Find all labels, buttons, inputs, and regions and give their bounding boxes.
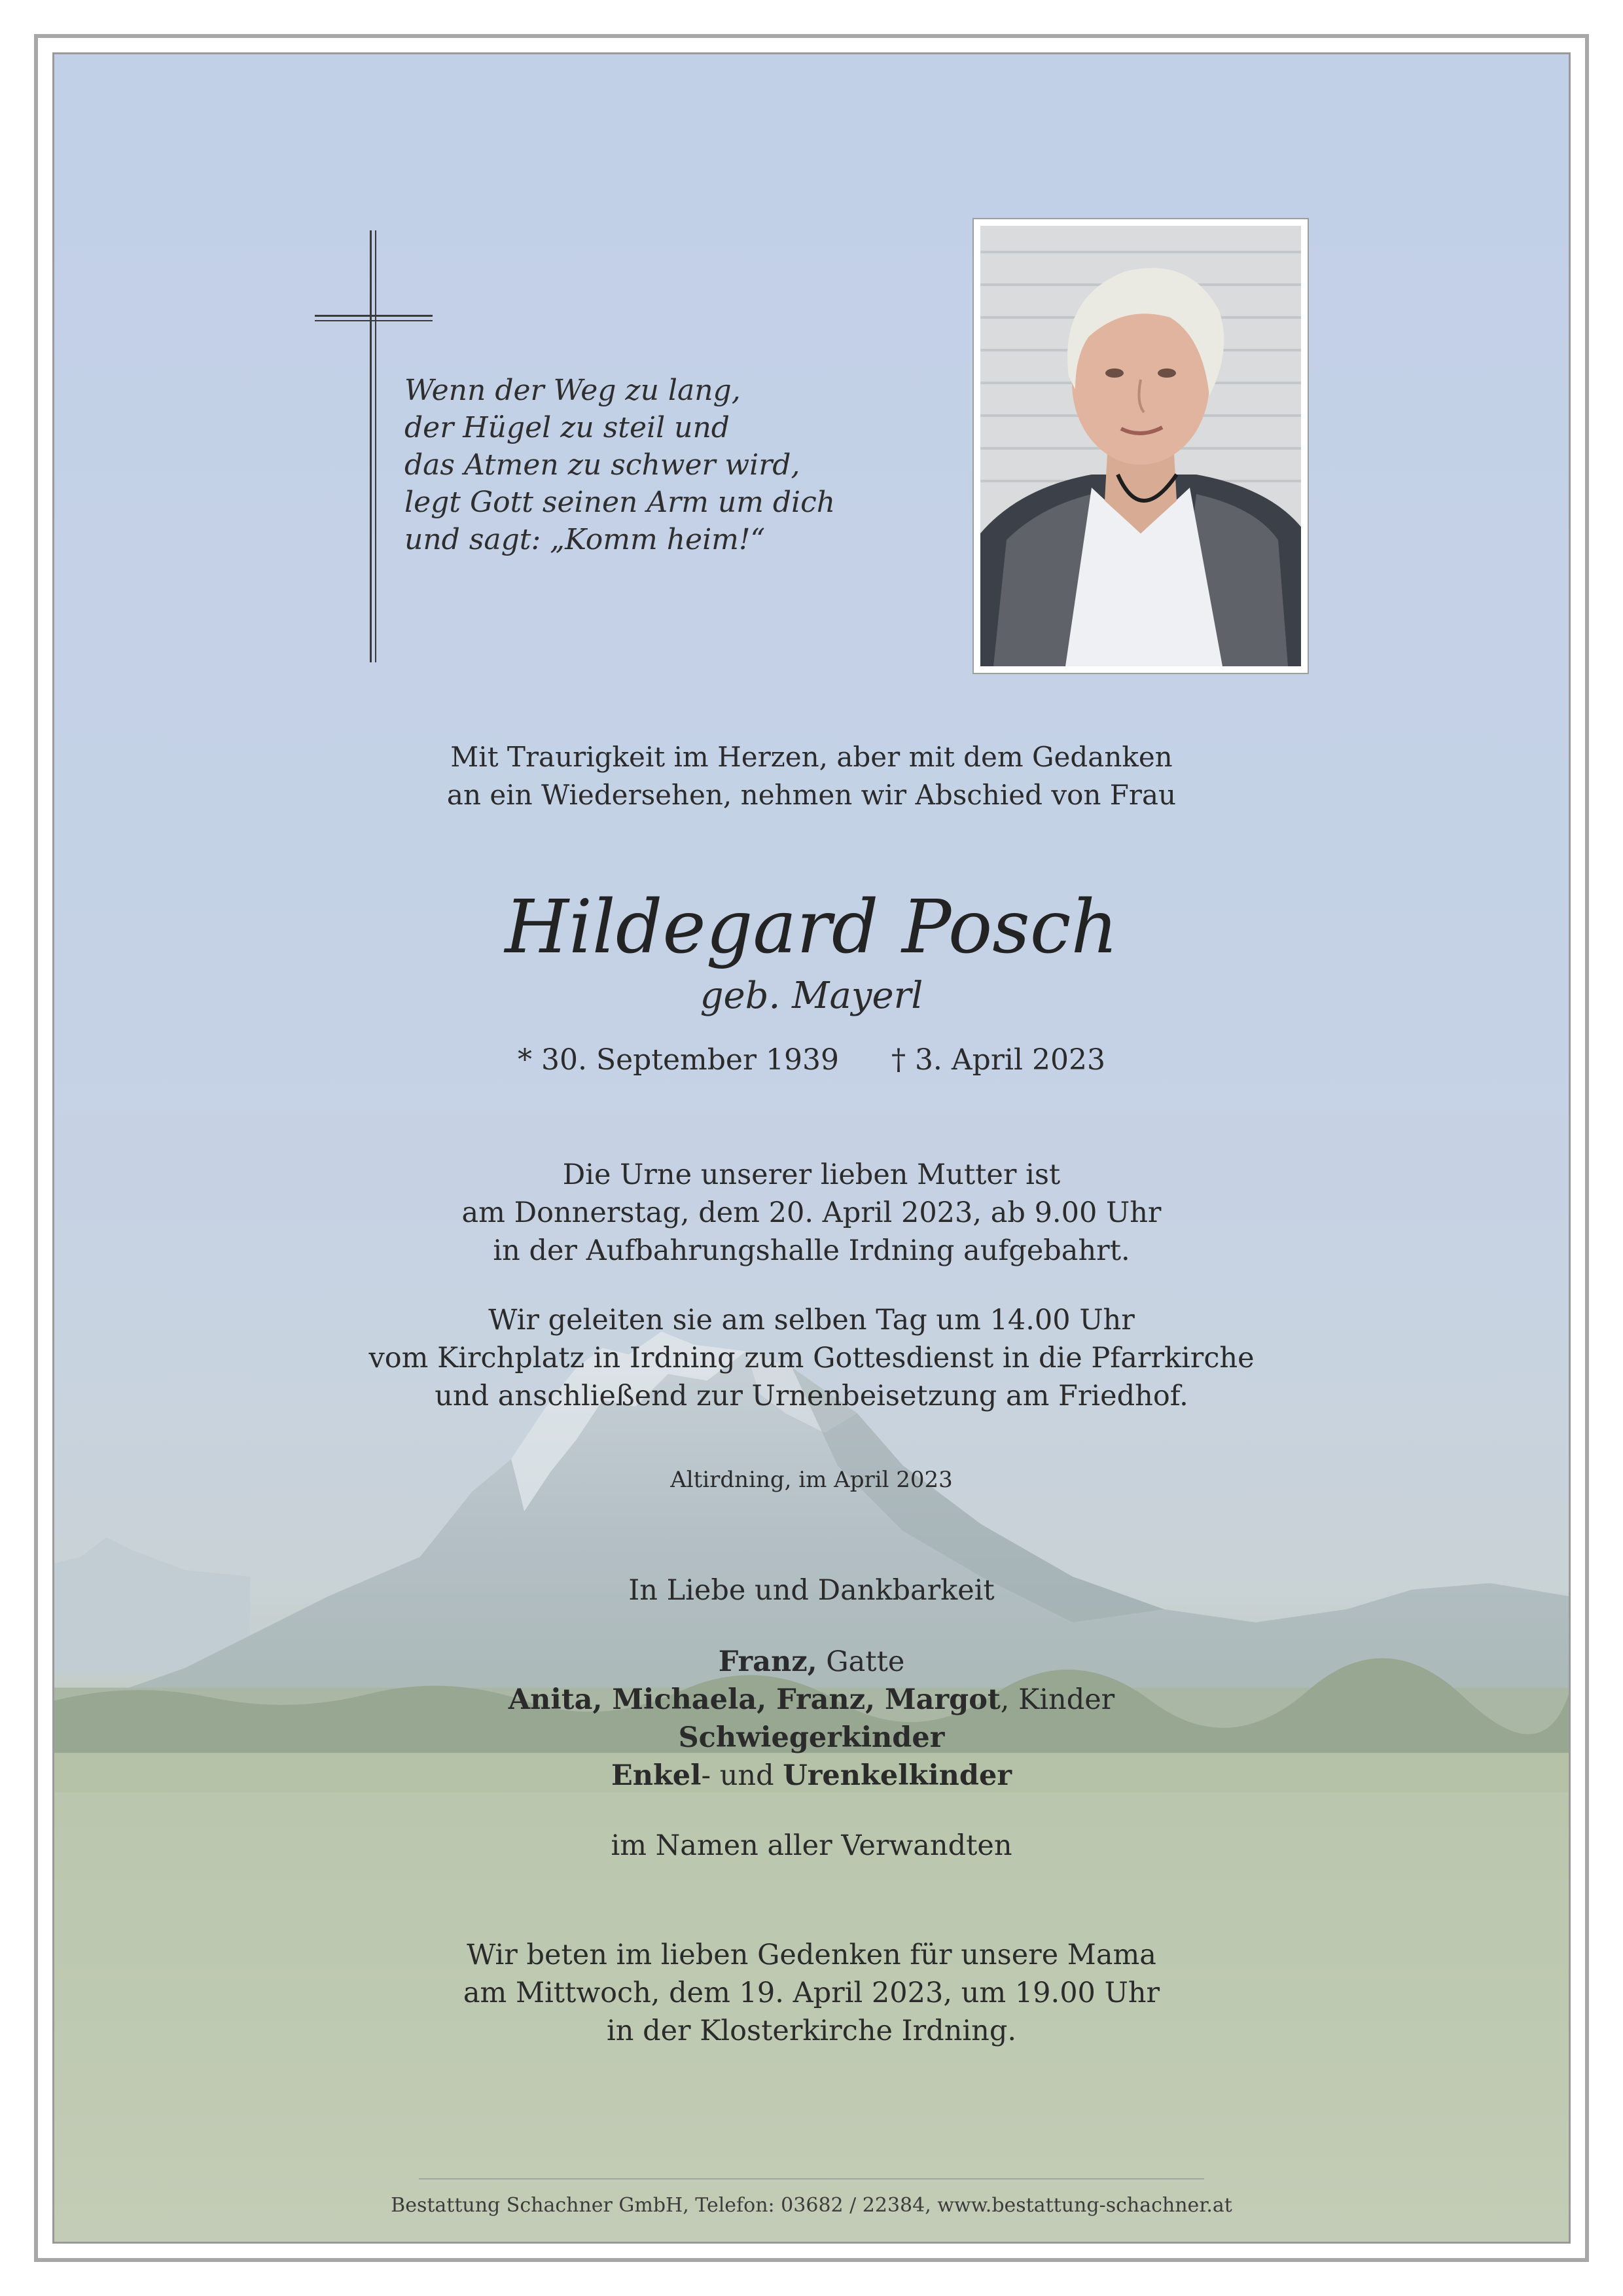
family-list [0,1643,1623,1795]
life-dates [0,1041,1623,1080]
urn-line: Die Urne unserer lieben Mutter ist [562,1158,1061,1191]
cross-symbol-line [375,230,376,662]
procession-line: vom Kirchplatz in Irdning zum Gottesdienst in die Pfarrkirche [368,1342,1255,1374]
poem-line: der Hügel zu steil und [404,411,730,444]
urn-notice [0,1156,1623,1270]
urn-line: in der Aufbahrungshalle Irdning aufgebahrt. [493,1234,1130,1267]
prayer-line: in der Klosterkirche Irdning. [606,2015,1017,2047]
death-date: † 3. April 2023 [891,1043,1105,1077]
prayer-notice [0,1936,1623,2050]
family-spouse: Franz, Gatte [718,1645,905,1678]
footer-divider [419,2178,1204,2179]
thanks-line: In Liebe und Dankbarkeit [628,1574,995,1607]
poem-line: Wenn der Weg zu lang, [404,374,741,407]
birth-date: * 30. September 1939 [518,1043,839,1077]
intro-text [0,738,1623,814]
intro-line: an ein Wiedersehen, nehmen wir Abschied von Frau [446,779,1177,811]
family-in-laws: Schwiegerkinder [678,1721,945,1754]
relatives-line: im Namen aller Verwandten [611,1829,1012,1862]
intro-line: Mit Traurigkeit im Herzen, aber mit dem Gedanken [450,741,1173,773]
poem-line: legt Gott seinen Arm um dich [404,486,836,519]
cross-symbol [370,230,372,662]
funeral-home-footer: Bestattung Schachner GmbH, Telefon: 03682 / 22384, www.bestattung-schachner.at [391,2194,1232,2217]
urn-line: am Donnerstag, dem 20. April 2023, ab 9.00 Uhr [461,1196,1162,1229]
deceased-name: Hildegard Posch [505,885,1118,970]
maiden-name: geb. Mayerl [700,975,923,1017]
poem [404,372,835,558]
portrait-photo-frame [972,218,1309,674]
poem-line: und sagt: „Komm heim!“ [404,523,766,556]
prayer-line: Wir beten im lieben Gedenken für unsere Mama [467,1939,1156,1971]
poem-line: das Atmen zu schwer wird, [404,448,800,482]
cross-beam-line [315,320,433,321]
place-and-date: Altirdning, im April 2023 [670,1467,953,1493]
procession-notice [0,1301,1623,1415]
family-grandchildren: Enkel- und Urenkelkinder [611,1759,1012,1792]
procession-line: und anschließend zur Urnenbeisetzung am Friedhof. [435,1380,1188,1412]
prayer-line: am Mittwoch, dem 19. April 2023, um 19.00 Uhr [463,1977,1160,2009]
portrait-photo [980,226,1301,666]
family-children: Anita, Michaela, Franz, Margot, Kinder [508,1683,1115,1716]
cross-beam [315,315,433,317]
procession-line: Wir geleiten sie am selben Tag um 14.00 Uhr [488,1304,1135,1336]
